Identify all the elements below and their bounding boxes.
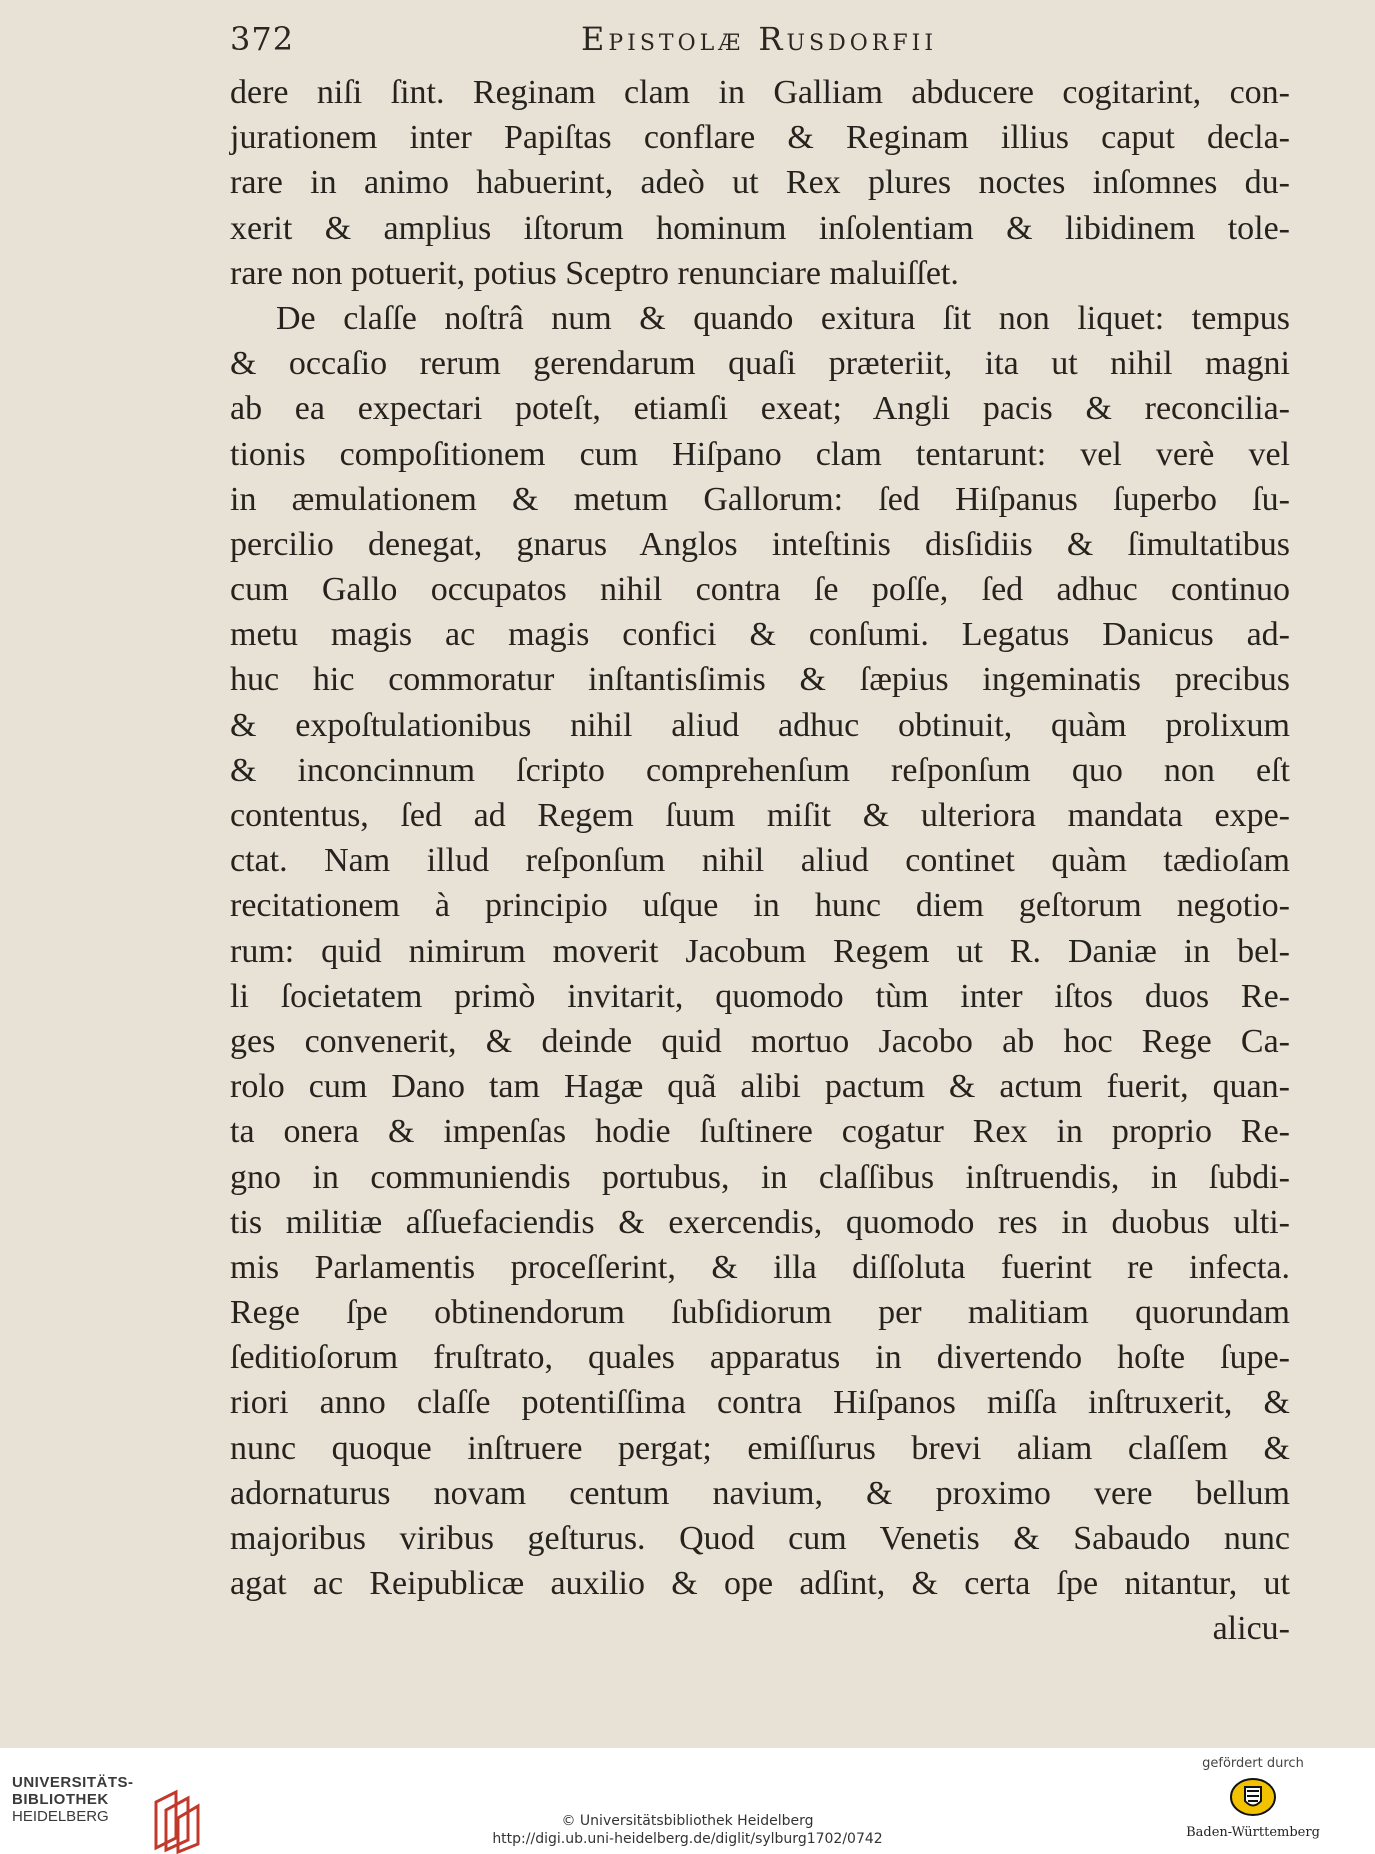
text-line: agat ac Reipublicæ auxilio & ope adſint, & certa ſpe nitantur, ut [230,1565,1290,1603]
text-line: ges convenerit, & deinde quid mortuo Jacobo ab hoc Rege Ca- [230,1022,1290,1060]
page-number: 372 [230,20,295,58]
text-line: li ſocietatem primò invitarit, quomodo tùm inter iſtos duos Re- [230,977,1290,1015]
text-line: rare in animo habuerint, adeò ut Rex plures noctes inſomnes du- [230,164,1290,202]
text-line: Rege ſpe obtinendorum ſubſidiorum per malitiam quorundam [230,1294,1290,1332]
catchword: alicu- [1212,1610,1290,1648]
logo-line: BIBLIOTHEK [12,1791,109,1808]
funded-label: gefördert durch [1202,1756,1304,1771]
text-line: ctat. Nam illud reſponſum nihil aliud continet quàm tædioſam [230,842,1290,880]
text-line: & occaſio rerum gerendarum quaſi præteriit, ita ut nihil magni [230,345,1290,383]
body-text [230,70,1290,1652]
text-line: jurationem inter Papiſtas conflare & Reginam illius caput decla- [230,119,1290,157]
text-line: ab ea expectari poteſt, etiamſi exeat; Angli pacis & reconcilia- [230,390,1290,428]
text-line: majoribus viribus geſturus. Quod cum Venetis & Sabaudo nunc [230,1520,1290,1557]
text-line: rolo cum Dano tam Hagæ quã alibi pactum & actum fuerit, quan- [230,1068,1290,1106]
text-line: rum: quid nimirum moverit Jacobum Regem ut R. Daniæ in bel- [230,932,1290,970]
text-line: adornaturus novam centum navium, & proximo vere bellum [230,1474,1290,1512]
paragraph-start-line: De claſſe noſtrâ num & quando exitura ſit non liquet: tempus [276,299,1290,337]
text-line: mis Parlamentis proceſſerint, & illa diſſoluta fuerint re infecta. [230,1248,1290,1286]
logo-line: UNIVERSITÄTS- [12,1774,134,1791]
copyright-text: © Universitätsbibliothek Heidelberg [561,1813,814,1829]
funder-name: Baden-Württemberg [1186,1825,1320,1840]
text-line: recitationem à principio uſque in hunc diem geſtorum negotio- [230,887,1290,925]
text-line: cum Gallo occupatos nihil contra ſe poſſe, ſed adhuc continuo [230,571,1290,609]
text-line: ta onera & impenſas hodie ſuſtinere cogatur Rex in proprio Re- [230,1113,1290,1151]
text-line: rare non potuerit, potius Sceptro renunciare maluiſſet. [230,254,959,292]
page-header [230,20,1288,64]
text-line: xerit & amplius iſtorum hominum inſolentiam & libidinem tole- [230,209,1290,247]
text-line: & inconcinnum ſcripto comprehenſum reſponſum quo non eſt [230,751,1290,789]
text-line: tis militiæ aſſuefaciendis & exercendis, quomodo res in duobus ulti- [230,1203,1290,1241]
text-line: contentus, ſed ad Regem ſuum miſit & ulteriora mandata expe- [230,797,1290,834]
permalink[interactable]: http://digi.ub.uni-heidelberg.de/diglit/sylburg1702/0742 [492,1831,883,1847]
text-line: nunc quoque inſtruere pergat; emiſſurus brevi aliam claſſem & [230,1429,1290,1467]
text-line: metu magis ac magis confici & conſumi. Legatus Danicus ad- [230,616,1290,654]
text-line: & expoſtulationibus nihil aliud adhuc obtinuit, quàm prolixum [230,706,1290,744]
text-line: huc hic commoratur inſtantisſimis & ſæpius ingeminatis precibus [230,661,1290,699]
text-line: riori anno claſſe potentiſſima contra Hiſpanos miſſa inſtruxerit, & [230,1384,1290,1422]
text-line: tionis compoſitionem cum Hiſpano clam tentarunt: vel verè vel [230,435,1290,473]
text-line: in æmulationem & metum Gallorum: ſed Hiſpanus ſuperbo ſu- [230,480,1290,518]
text-line: dere niſi ſint. Reginam clam in Galliam abducere cogitarint, con- [230,74,1290,111]
copyright-notice [0,1812,1375,1848]
funding-notice [1183,1756,1323,1840]
logo-line: HEIDELBERG [12,1808,109,1825]
text-line: ſeditioſorum fruſtrato, quales apparatus in divertendo hoſte ſupe- [230,1339,1290,1377]
text-line: gno in communiendis portubus, in claſſibus inſtruendis, in ſubdi- [230,1158,1290,1196]
text-line: percilio denegat, gnarus Anglos inteſtinis disſidiis & ſimultatibus [230,525,1290,563]
viewer-footer [0,1748,1375,1848]
state-coat-of-arms-icon [1228,1777,1278,1817]
running-title: Epistolæ Rusdorfii [580,20,938,58]
